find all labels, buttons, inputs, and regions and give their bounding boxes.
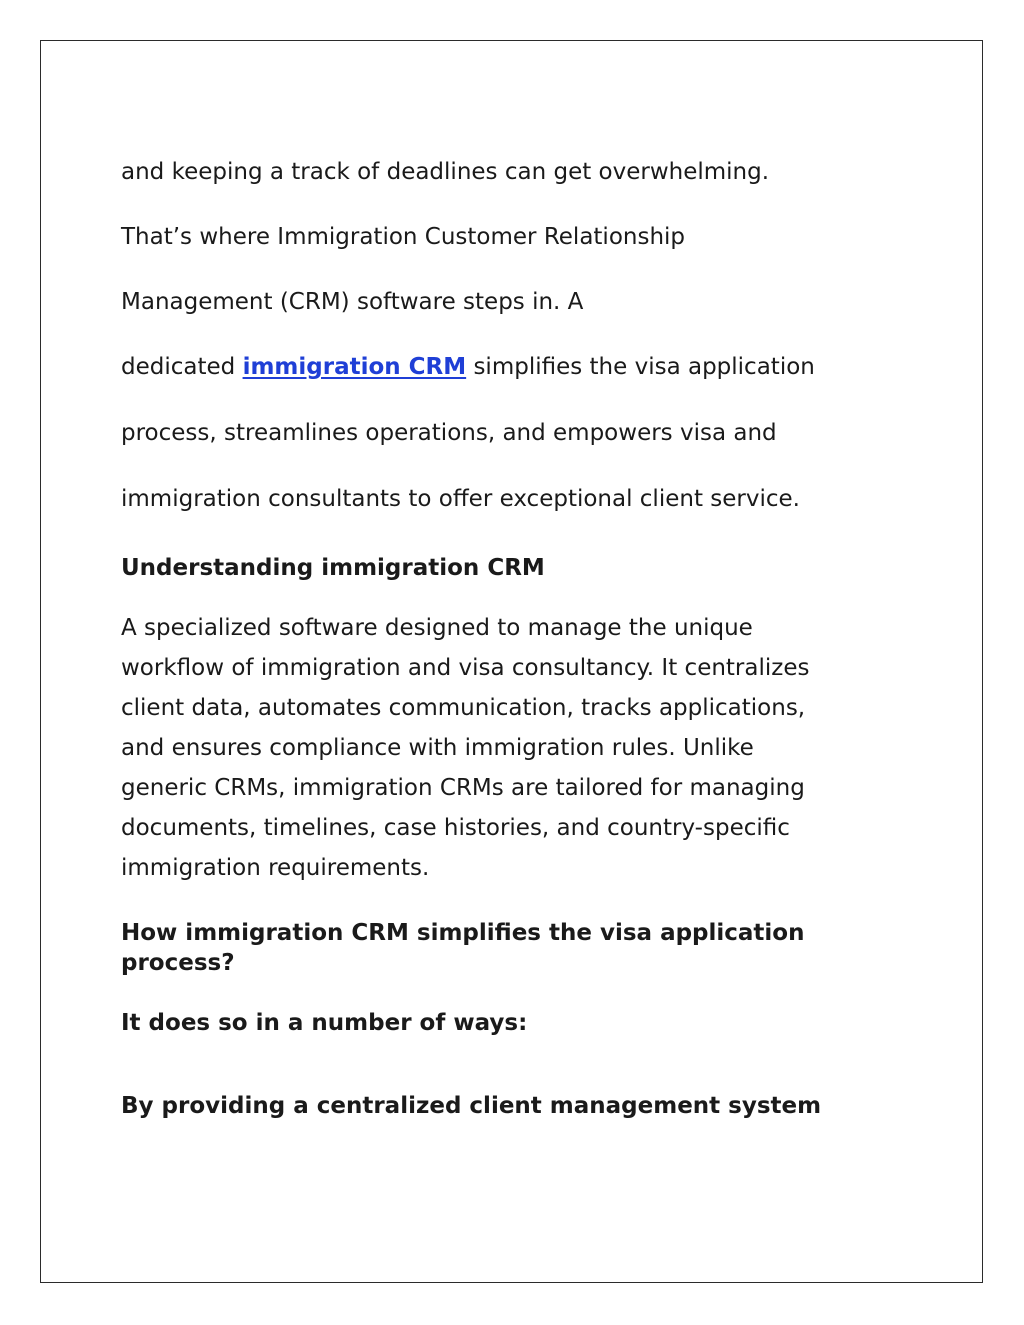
paragraph-line: client data, automates communication, tracks applications, <box>121 695 806 721</box>
intro-line-1: and keeping a track of deadlines can get overwhelming. <box>121 159 770 185</box>
intro-line-4-before: dedicated <box>121 354 243 380</box>
heading-line: process? <box>121 950 235 976</box>
paragraph-line: A specialized software designed to manage the unique <box>121 615 753 641</box>
intro-line-3: Management (CRM) software steps in. A <box>121 289 584 315</box>
paragraph-line: and ensures compliance with immigration rules. Unlike <box>121 735 754 761</box>
paragraph-line: documents, timelines, case histories, and country-specific <box>121 815 790 841</box>
paragraph-line: generic CRMs, immigration CRMs are tailored for managing <box>121 775 805 801</box>
intro-line-4-after: simplifies the visa application <box>466 354 815 380</box>
intro-line-6: immigration consultants to offer exceptional client service. <box>121 486 800 512</box>
intro-line-4 <box>121 352 815 382</box>
intro-line-2: That’s where Immigration Customer Relationship <box>121 224 686 250</box>
heading-understanding: Understanding immigration CRM <box>121 555 545 581</box>
paragraph-line: immigration requirements. <box>121 855 430 881</box>
immigration-crm-link[interactable]: immigration CRM <box>242 354 467 380</box>
heading-centralized-client-management: By providing a centralized client management system <box>121 1093 822 1119</box>
heading-how-crm-simplifies <box>121 918 805 978</box>
subheading-number-of-ways: It does so in a number of ways: <box>121 1010 528 1036</box>
intro-line-5: process, streamlines operations, and empowers visa and <box>121 420 777 446</box>
paragraph-line: workflow of immigration and visa consultancy. It centralizes <box>121 655 810 681</box>
understanding-paragraph <box>121 608 901 888</box>
heading-line: How immigration CRM simplifies the visa application <box>121 920 805 946</box>
